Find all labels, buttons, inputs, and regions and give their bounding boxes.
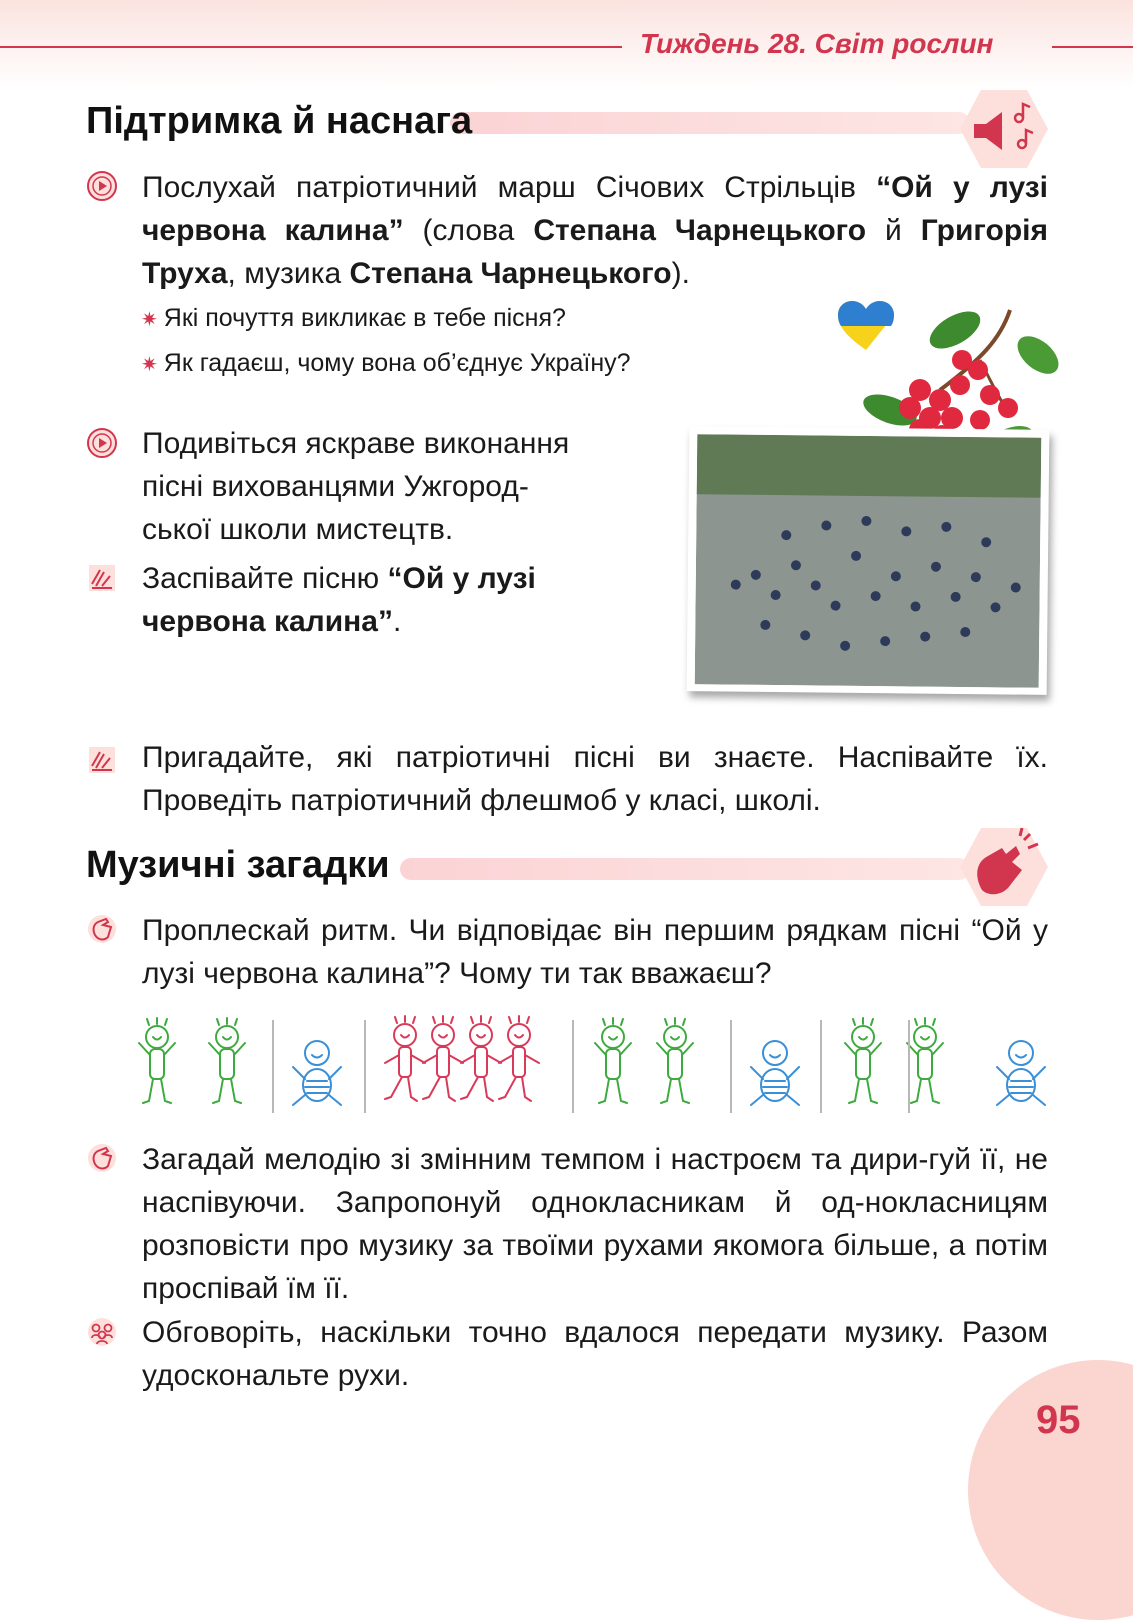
- standing-figure: [907, 1018, 943, 1103]
- clap-hand-icon: [86, 913, 118, 945]
- clap-hand-icon: [86, 1142, 118, 1174]
- discuss-instruction: Обговоріть, наскільки точно вдалося передати музику. Разом удоскональте рухи.: [142, 1316, 1048, 1392]
- standing-figure: [845, 1018, 881, 1103]
- week-title: Тиждень 28. Світ рослин: [640, 28, 994, 59]
- sing-icon: [86, 744, 118, 776]
- walking-figure: [499, 1016, 539, 1101]
- question-2: ✷ Як гадаєш, чому вона об’єднує Україну?: [141, 349, 631, 377]
- flashmob-photo: [687, 426, 1050, 695]
- rhythm-instruction: Проплескай ритм. Чи відповідає він першим рядкам пісні “Ой у лузі червона калина”? Чому ти так вважаєш?: [142, 914, 1048, 990]
- walking-figure: [385, 1016, 425, 1101]
- walking-figure: [423, 1016, 463, 1101]
- section-title: Підтримка й наснага: [86, 100, 473, 142]
- watch-instruction: Подивіться яскраве виконання пісні вихованцями Ужгород- ської школи мистецтв.: [142, 427, 570, 546]
- conduct-instruction: Загадай мелодію зі змінним темпом і настроєм та дири-гуй її, не наспівуючи. Запропонуй однокласникам й од-нокласницям розповісти про музику за твоїми рухами якомога більше, а потім проспівай їм її.: [142, 1143, 1048, 1305]
- rhythm-figures: [135, 1015, 1055, 1120]
- sitting-figure: [751, 1041, 799, 1105]
- standing-figure: [209, 1018, 245, 1103]
- header-rule-left: [0, 46, 622, 48]
- star-bullet-icon: ✷: [141, 354, 158, 376]
- sitting-figure: [293, 1041, 341, 1105]
- clapping-hands-icon: [958, 826, 1050, 908]
- megaphone-music-icon: [958, 88, 1050, 170]
- play-circle-icon: [86, 427, 118, 459]
- group-icon: [86, 1316, 118, 1348]
- play-circle-icon: [86, 170, 118, 202]
- header-rule-right: [1052, 46, 1133, 48]
- section-title: Музичні загадки: [86, 844, 390, 886]
- sitting-figure: [997, 1041, 1045, 1105]
- section-title-bar: [450, 112, 970, 134]
- listen-instruction: Послухай патріотичний марш Січових Стрільців “Ой у лузі червона калина” (слова Степана Чарнецького й Григорія Труха, музика Степана Чарнецького).: [142, 171, 1048, 290]
- question-1: ✷ Які почуття викликає в тебе пісня?: [141, 304, 566, 332]
- page-number: 95: [1036, 1398, 1081, 1442]
- standing-figure: [657, 1018, 693, 1103]
- star-bullet-icon: ✷: [141, 309, 158, 331]
- sing-icon: [86, 562, 118, 594]
- flashmob-instruction: Пригадайте, які патріотичні пісні ви знаєте. Наспівайте їх. Проведіть патріотичний флешмоб у класі, школі.: [142, 741, 1048, 817]
- walking-figure: [461, 1016, 501, 1101]
- standing-figure: [139, 1018, 175, 1103]
- standing-figure: [595, 1018, 631, 1103]
- sing-instruction: Заспівайте пісню “Ой у лузі червона калина”.: [142, 562, 536, 638]
- section-title-bar: [400, 858, 970, 880]
